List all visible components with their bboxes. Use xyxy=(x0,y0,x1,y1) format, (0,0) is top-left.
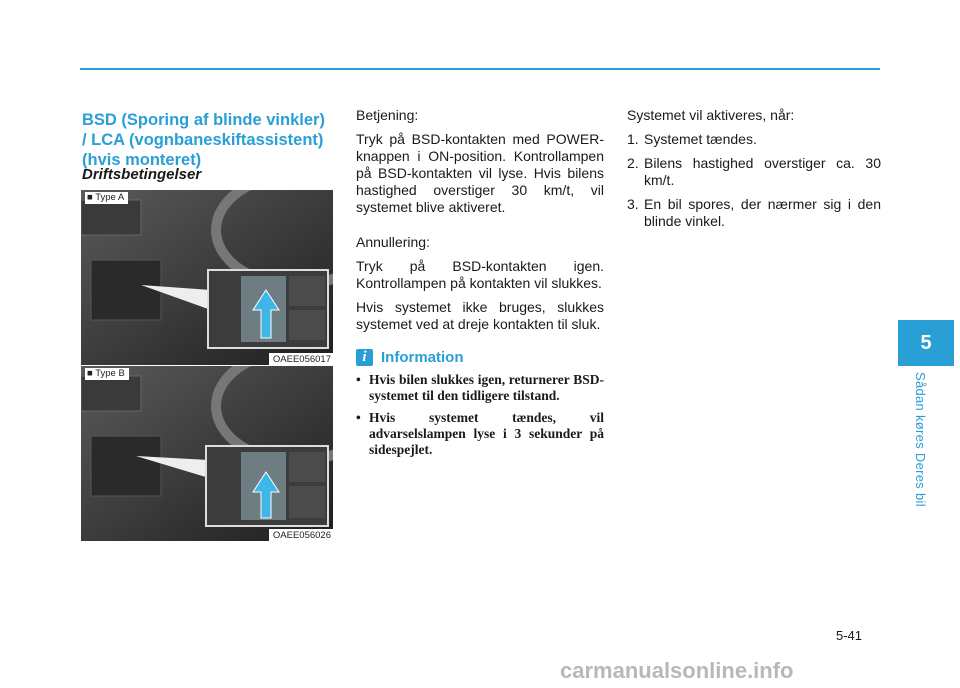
activation-list xyxy=(627,131,881,230)
cancel-text-1: Tryk på BSD-kontakten igen. Kontrollampen på kontakten vil slukkes. xyxy=(356,258,604,291)
list-item xyxy=(627,196,881,230)
list-item xyxy=(627,155,881,189)
cancel-text-2: Hvis systemet ikke bruges, slukkes systemet ved at dreje kontakten til sluk. xyxy=(356,299,604,332)
figure-type-label: ■ Type A xyxy=(85,192,128,204)
activation-title: Systemet vil aktiveres, når: xyxy=(627,107,795,123)
figure-code: OAEE056026 xyxy=(269,529,333,541)
figure-code: OAEE056017 xyxy=(269,353,333,365)
bsd-switch-illustration-a xyxy=(81,190,333,365)
info-list xyxy=(356,372,604,458)
page-number: 5-41 xyxy=(836,628,863,643)
section-heading: BSD (Sporing af blinde vinkler) / LCA (vognbaneskiftassistent) (hvis monteret) xyxy=(82,111,325,169)
list-number: 3. xyxy=(627,196,639,212)
chapter-title: Sådan køres Deres bil xyxy=(913,372,928,507)
subheading: Driftsbetingelser xyxy=(82,166,202,183)
info-item: • Hvis bilen slukkes igen, returnerer BSD-systemet til den tidligere tilstand. xyxy=(356,372,604,404)
bsd-switch-illustration-b xyxy=(81,366,333,541)
cancel-title: Annullering: xyxy=(356,234,430,250)
operation-column xyxy=(356,107,604,464)
list-item xyxy=(627,131,881,148)
list-text: En bil spores, der nærmer sig i den blinde vinkel. xyxy=(644,196,881,229)
figure-type-a xyxy=(81,190,333,365)
watermark: carmanualsonline.info xyxy=(560,658,794,683)
operation-text: Tryk på BSD-kontakten med POWER-knappen i ON-position. Kontrollampen på BSD-kontakten vil lyse. Hvis bilens hastighed overstiger 30 km/t, vil systemet blive aktiveret. xyxy=(356,131,604,215)
activation-column xyxy=(627,107,881,237)
figure-type-label: ■ Type B xyxy=(85,368,129,380)
operation-title: Betjening: xyxy=(356,107,419,123)
list-text: Systemet tændes. xyxy=(644,131,757,147)
info-title: Information xyxy=(381,349,464,366)
list-number: 2. xyxy=(627,155,639,171)
info-header xyxy=(356,349,604,366)
top-rule xyxy=(80,68,880,70)
info-item: • Hvis systemet tændes, vil advarselslampen lyse i 3 sekunder på sidespejlet. xyxy=(356,410,604,458)
info-icon: i xyxy=(356,349,373,366)
list-text: Bilens hastighed overstiger ca. 30 km/t. xyxy=(644,155,881,188)
figure-type-b xyxy=(81,366,333,541)
chapter-tab: 5 xyxy=(898,320,954,366)
list-number: 1. xyxy=(627,131,639,147)
